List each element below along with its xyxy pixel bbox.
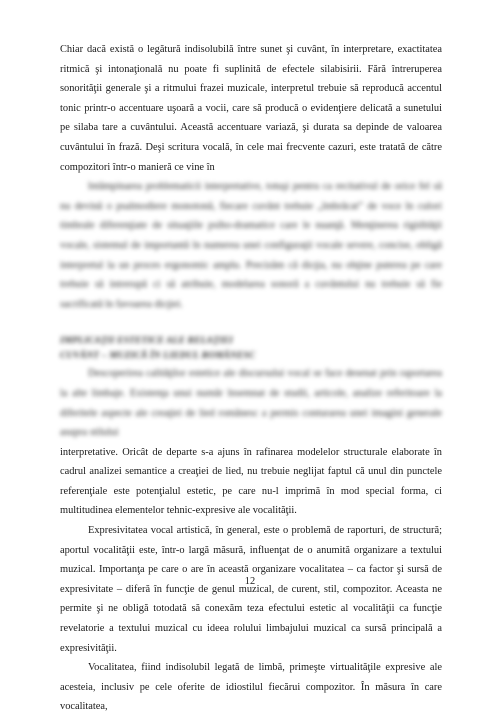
section-heading-line-2: CUVÂNT – MUZICĂ ÎN LIEDUL ROMÂNESC [60, 351, 256, 362]
paragraph-vocal-expressivity: Expresivitatea vocal artistică, în general, este o problemă de raporturi, de structură; aportul vocalităţii este, într-o largă măsură, influenţat de o anumită organizare a textului muzical. Importanţa pe care o are în această organizare vocalitatea – ca factor şi sursă de expresivitate – diferă în funcţie de genul muzical, de curent, stil, compozitor. Aceasta ne permite şi ne obligă totodată să conexăm teza efectului estetic al vocalităţii ca funcţie revelatorie a textului muzical cu ideea rolului limbajului muzical ca sursă principală a expresivităţii. [60, 525, 442, 654]
section-heading-line-1: IMPLICAŢII ESTETICE ALE RELAŢIEI [60, 336, 234, 347]
paragraph-vocality-language: Vocalitatea, fiind indisolubil legată de limbă, primeşte virtualităţile expresive ale acesteia, inclusiv pe cele oferite de idiostilul fiecărui compozitor. În măsura în care vocalitatea, [60, 662, 442, 713]
paragraph-blurred-recitative: întâmpinarea problematicii interpretative, totuşi pentru ca recitativul de orice fel să nu devină o psalmodiere monotonă, fiecare cuvânt trebuie „îmbrăcat” de voce în culori timbrale diferenţiate de situaţiile psiho-dramatice care le nuanţă. Menţinerea rigidităţii vocale, sistemul de importantă în numerea unei configuraţii vocale severe, concise, obligă interpretul la un proces ergonomic amplu. Precizăm că dicţia, nu obţine puterea pe care trebuie să intrerupă ci să atribuie, modelarea sonoră a cuvântului nu trebuie să fie sacrificată în favoarea dicţiei. [60, 181, 442, 310]
paragraph-accentuation: Chiar dacă există o legătură indisolubilă între sunet şi cuvânt, în interpretare, exactitatea ritmică şi intonaţională nu poate fi suplinită de efectele silabisirii. Fără întreruperea sonorităţii generale şi a ritmului frazei muzicale, interpretul trebuie să reproducă accentul tonic printr-o accentuare uşoară a vocii, care să producă o evidenţiere delicată a sunetului pe silaba tare a cuvântului. Această accentuare variază, şi durata sa depinde de valoarea cuvântului în frază. Deşi scritura vocală, în cele mai frecvente cazuri, este tratată de către compozitori într-o manieră ce vine în [60, 44, 442, 173]
document-page [60, 40, 442, 717]
section-heading [60, 334, 442, 364]
page-number: 12 [244, 576, 256, 587]
paragraph-blurred-aesthetic-intro: Descoperirea calităţilor estetice ale discursului vocal se face desenat prin raportarea la alte limbaje. Existenţa unui număr însemnat de studii, articole, analize referitoare la diferitele aspecte ale creaţiei de lied românesc a permis conturarea unei imagini generale asupra stilului [60, 368, 442, 439]
paragraph-interpretative-models: interpretative. Oricât de departe s-a ajuns în rafinarea modelelor structurale elaborate în cadrul analizei semantice a creaţiei de lied, nu trebuie neglijat faptul că unul din punctele referenţiale este potenţialul estetic, pe care nu-l imprimă în mod special forma, ci multitudinea elementelor tehnic-expresive ale vocalităţii. [60, 446, 442, 517]
